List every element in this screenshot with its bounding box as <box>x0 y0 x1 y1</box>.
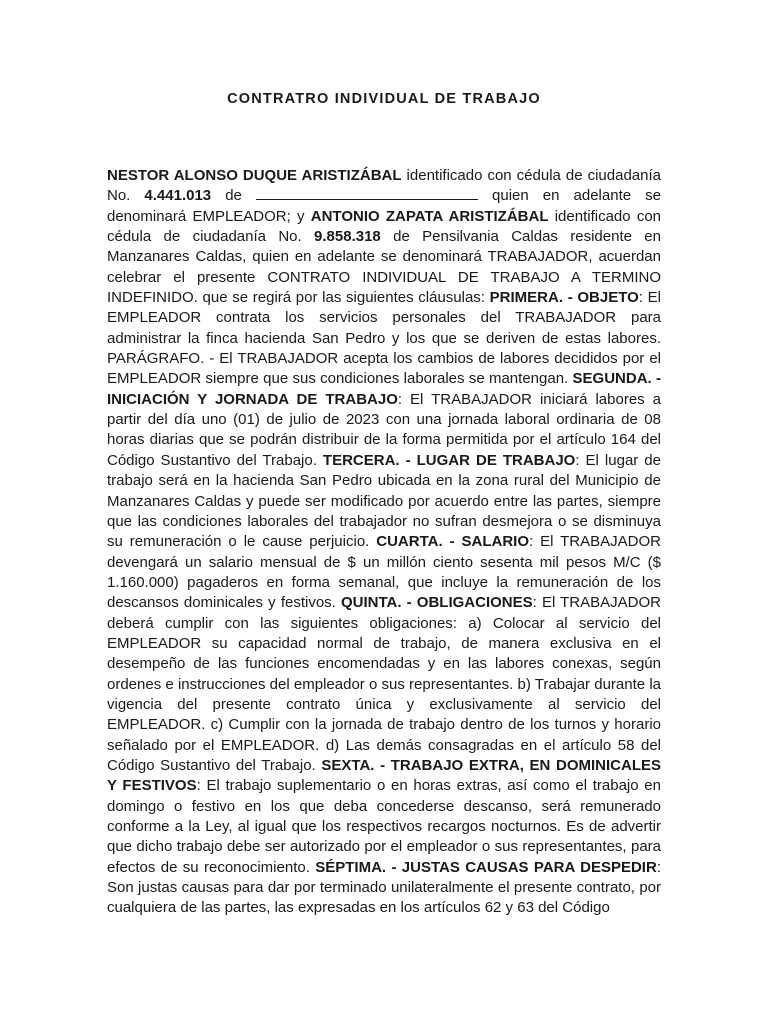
employer-id-number: 4.441.013 <box>144 187 212 205</box>
clause-text: : El EMPLEADOR contrata los servicios personales del TRABAJADOR para administrar la finca hacienda San Pedro y los que se deriven de estas labores. PARÁGRAFO. - El TRABAJADOR acepta los cambios de labores decididos por el EMPLEADOR siempre que sus condiciones laborales se mantengan. <box>107 289 661 388</box>
worker-id-number: 9.858.318 <box>314 228 381 246</box>
document-title: CONTRATRO INDIVIDUAL DE TRABAJO <box>227 91 541 107</box>
worker-name: ANTONIO ZAPATA ARISTIZÁBAL <box>310 207 549 225</box>
clause-text: : El TRABAJADOR iniciará labores a partir del día uno (01) de julio de 2023 con una jornada laboral ordinaria de 08 horas diarias que se podrán distribuir de la forma permitida por el artículo 164 del Código Sustantivo del Trabajo. <box>107 390 661 469</box>
clause-heading: QUINTA. - OBLIGACIONES <box>340 594 533 612</box>
body-text: identificado con cédula de ciudadanía No. <box>107 167 661 205</box>
contract-body <box>107 166 661 919</box>
blank-line <box>256 187 478 200</box>
clause-heading: SEGUNDA. - INICIACIÓN Y JORNADA DE TRABAJO <box>107 370 661 408</box>
clause-heading: PRIMERA. - OBJETO <box>489 289 639 307</box>
clause-text: : El trabajo suplementario o en horas extras, así como el trabajo en domingo o festivo en los que deba concederse descanso, será remunerado conforme a la Ley, al igual que los respectivos recargos nocturnos. Es de advertir que dicho trabajo debe ser autorizado por el empleador o sus representantes, para efectos de su reconocimiento. <box>107 777 661 876</box>
clause-text: : Son justas causas para dar por terminado unilateralmente el presente contrato, por cualquiera de las partes, las expresadas en los artículos 62 y 63 del Código <box>107 858 661 917</box>
contract-paragraph <box>107 166 661 919</box>
employer-name: NESTOR ALONSO DUQUE ARISTIZÁBAL <box>107 167 402 184</box>
body-text: quien en adelante se denominará EMPLEADOR; y <box>107 187 661 225</box>
clause-text: : El lugar de trabajo será en la hacienda San Pedro ubicada en la zona rural del Municipio de Manzanares Caldas y puede ser modificado por acuerdo entre las partes, siempre que las condiciones laborales del trabajador no sufran desmejora o se disminuya su remuneración o le cause perjuicio. <box>107 451 661 551</box>
clause-heading: TERCERA. - LUGAR DE TRABAJO <box>322 451 576 469</box>
body-text: identificado con cédula de ciudadanía No. <box>107 207 662 246</box>
clause-heading: CUARTA. - SALARIO <box>376 533 530 551</box>
clause-heading: SÉPTIMA. - JUSTAS CAUSAS PARA DESPEDIR <box>315 858 657 876</box>
body-text: de Pensilvania Caldas residente en Manzanares Caldas, quien en adelante se denominará TRABAJADOR, acuerdan celebrar el presente CONTRATO INDIVIDUAL DE TRABAJO A TERMINO INDEFINIDO. que se regirá por las siguientes cláusulas: <box>107 228 661 307</box>
clause-heading: SEXTA. - TRABAJO EXTRA, EN DOMINICALES Y FESTIVOS <box>107 756 661 795</box>
clause-text: : El TRABAJADOR deberá cumplir con las siguientes obligaciones: a) Colocar al servicio del EMPLEADOR su capacidad normal de trabajo, de manera exclusiva en el desempeño de las funciones encomendadas y en las labores conexas, según ordenes e instrucciones del empleador o sus representantes. b) Trabajar durante la vigencia del presente contrato única y exclusivamente al servicio del EMPLEADOR. c) Cumplir con la jornada de trabajo dentro de los turnos y horario señalado por el EMPLEADOR. d) Las demás consagradas en el artículo 58 del Código Sustantivo del Trabajo. <box>107 594 661 774</box>
clause-text: : El TRABAJADOR devengará un salario mensual de $ un millón ciento sesenta mil pesos M/C ($ 1.160.000) pagaderos en forma semanal, que incluye la remuneración de los descansos dominicales y festivos. <box>107 533 661 612</box>
body-text: de <box>211 187 256 205</box>
